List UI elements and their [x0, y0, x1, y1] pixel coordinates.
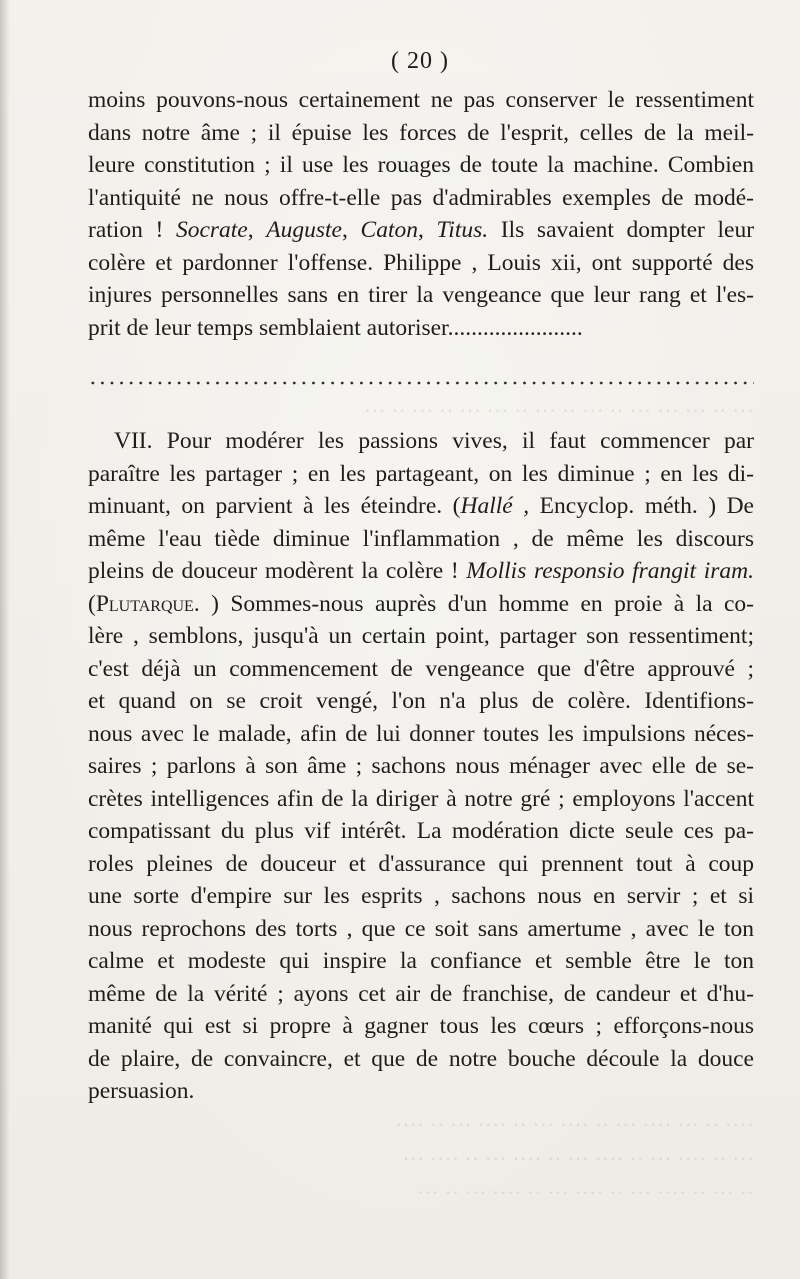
text-line: saires ; parlons à son âme ; sachons nous ménager avec elle de se- — [88, 753, 754, 779]
text-line: nous avec le malade, afin de lui donner toutes les impulsions néces- — [88, 720, 754, 747]
text-line: compatissant du plus vif intérêt. La modération dicte seule ces pa- — [88, 818, 754, 844]
text-line: l'antiquité ne nous offre-t-elle pas d'admirables exemples de modé- — [88, 184, 754, 211]
text-line: colère et pardonner l'offense. Philippe , Louis xii, ont supporté des — [88, 249, 754, 276]
text-line: crètes intelligences afin de la diriger à notre gré ; employons l'accent — [88, 785, 754, 812]
text-line: roles pleines de douceur et d'assurance qui prennent tout à coup — [88, 850, 754, 877]
text-line: persuasion. — [88, 1078, 195, 1104]
text-line-with-citation — [88, 490, 754, 523]
text-line: de plaire, de convaincre, et que de notre bouche découle la douce — [88, 1045, 754, 1072]
text-line-with-author — [88, 588, 754, 621]
bleed-through-text-bottom-1: ···· ·· ··· ···· ··· ·· ···· ··· ·· ···· ··· ·· ···· — [394, 1112, 754, 1137]
text-line: lère , semblons, jusqu'à un certain point, partager son ressentiment; — [88, 623, 754, 649]
text-line: prit de leur temps semblaient autoriser....................... — [88, 314, 583, 341]
text-line: même l'eau tiède diminue l'inflammation , de même les discours — [88, 525, 754, 552]
name-auguste: Auguste — [266, 217, 342, 243]
text-line-with-quote — [88, 555, 754, 588]
paragraph-continuation — [88, 84, 754, 344]
text-line: une sorte d'empire sur les esprits , sachons nous en servir ; et si — [88, 883, 754, 909]
text-line: manité qui est si propre à gagner tous les cœurs ; efforçons-nous — [88, 1013, 754, 1039]
text-fragment: ration ! — [88, 217, 176, 243]
text-line: même de la vérité ; ayons cet air de franchise, de candeur et d'hu- — [88, 980, 754, 1007]
text-fragment: ( — [88, 590, 96, 617]
page-number: ( 20 ) — [391, 48, 449, 74]
text-line: moins pouvons-nous certainement ne pas conserver le ressentiment — [88, 87, 754, 113]
paragraph-vii — [88, 425, 754, 1108]
text-line: et quand on se croit vengé, l'on n'a plus de colère. Identifions- — [88, 688, 754, 714]
text-line: leure constitution ; il use les rouages de toute la machine. Combien — [88, 152, 754, 178]
text-fragment: ) Sommes-nous auprès d'un homme en proie à la co- — [211, 590, 754, 617]
name-titus: Titus. — [436, 217, 489, 243]
text-line: paraître les partager ; en les partageant, on les diminue ; en les di- — [88, 460, 754, 487]
text-fragment: Encyclop. méth. ) De — [529, 493, 754, 519]
text-line: dans notre âme ; il épuise les forces de l'esprit, celles de la meil- — [88, 119, 754, 146]
bleed-through-text: ··· ·· ··· ··· ··· ·· ··· ·· ··· ·· ··· ··· ·· ··· ·· ··· — [363, 398, 754, 423]
name-caton: Caton — [360, 217, 418, 243]
author-halle: Hallé , — [460, 493, 530, 519]
bleed-through-text-bottom-3: ·· ··· ·· ···· ··· ·· ···· ··· ·· ···· ··· ·· ··· — [416, 1180, 754, 1205]
text-fragment: Ils savaient dompter leur — [500, 217, 754, 243]
text-fragment: pleins de douceur modèrent la colère ! — [88, 558, 467, 584]
text-line: nous reprochons des torts , que ce soit sans amertume , avec le ton — [88, 915, 754, 942]
text-line: calme et modeste qui inspire la confiance et semble être le ton — [88, 948, 754, 974]
author-plutarque: Plutarque. — [95, 590, 200, 617]
text-fragment: minuant, on parvient à les éteindre. ( — [88, 493, 461, 519]
text-line: injures personnelles sans en tirer la vengeance que leur rang et l'es- — [88, 282, 754, 308]
page-edge-shadow — [0, 0, 10, 1279]
text-line: VII. Pour modérer les passions vives, il faut commencer par — [114, 428, 754, 454]
ellipsis-separator — [88, 381, 754, 385]
latin-quote: Mollis responsio frangit iram. — [466, 558, 754, 584]
bleed-through-text-bottom-2: ··· ·· ···· ··· ·· ···· ··· ·· ···· ··· ·· ···· ··· — [402, 1146, 754, 1171]
text-line: c'est déjà un commencement de vengeance que d'être approuvé ; — [88, 655, 754, 682]
name-socrate: Socrate — [175, 217, 248, 243]
text-line-with-names: ration ! Socrate, Auguste, Caton, Titus. Ils savaient dompter leur — [88, 217, 754, 243]
